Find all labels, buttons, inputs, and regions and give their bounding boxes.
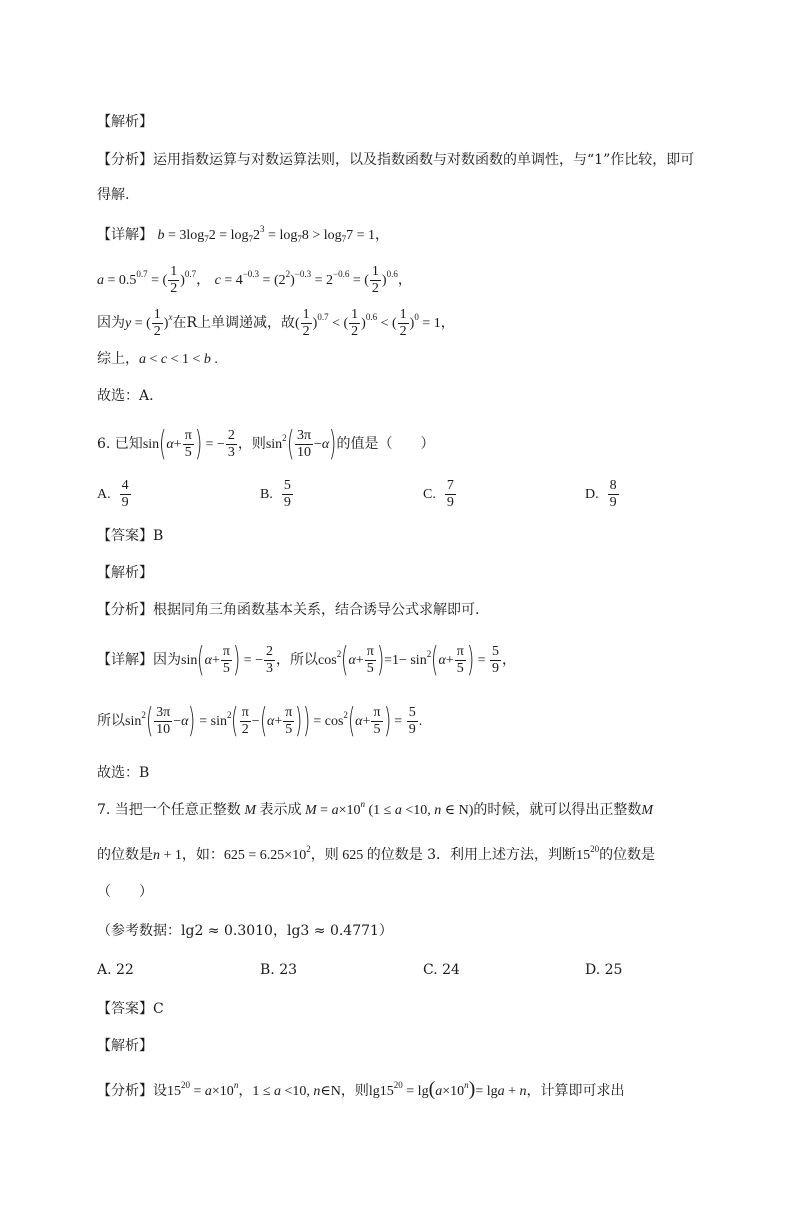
- q7-stem-line-2: 的位数是n + 1，如：$625 = 6.25\times 10^2$，则 625 的位数是 3．利用上述方法，判断$15^{20}$的位数是: [97, 844, 656, 863]
- q6-detail-1: 【详解】因为sin(α+ $\frac{\pi}{5}$ ) = − $\frac{2}{3}$ ，所以$\cos^2(\alpha+$ $\frac{\pi}{5}$ )$=1- \sin^2(\alpha+$ $\frac{\pi}{5}$ ) = $\frac{5}{9}$ ，: [97, 640, 516, 680]
- q7-option-b[interactable]: B. 23: [260, 962, 298, 978]
- prev-answer: 故选：A.: [97, 388, 154, 404]
- jiexi-heading: 【解析】: [97, 114, 153, 130]
- q6-final-answer: 故选：B: [97, 765, 150, 781]
- q6-jiexi-heading: 【解析】: [97, 565, 153, 581]
- q6-option-a[interactable]: A. $\frac{4}{9}$: [97, 478, 129, 510]
- q6-option-c[interactable]: C. $\frac{7}{9}$: [423, 478, 454, 510]
- analysis-paragraph: [97, 150, 694, 170]
- q7-reference-data: （参考数据：lg2 ≈ 0.3010，lg3 ≈ 0.4771）: [97, 923, 393, 939]
- q7-option-d[interactable]: D. 25: [585, 962, 623, 978]
- q6-detail-2: 所以$\sin^2$( $\frac{3\pi}{10}$ $-\alpha) = \sin^2$( $\frac{\pi}{2}$ −(α+ $\frac{\pi}{5}$ )) = $\cos^2(\alpha+$ $\frac{\pi}{5}$ ) = $\frac{5}{9}$ .: [97, 701, 423, 741]
- fraction-half: $\frac{1}{2}$: [170, 263, 178, 296]
- analysis-text: 运用指数运算与对数运算法则，以及指数函数与对数函数的单调性，与“1”作比较，即可: [153, 152, 695, 168]
- q7-option-a[interactable]: A. 22: [97, 962, 134, 978]
- q6-option-b[interactable]: B. $\frac{5}{9}$: [260, 478, 291, 510]
- formula-b: b: [157, 228, 165, 243]
- q7-stem-line-1: 7. 当把一个任意正整数 M 表示成 $M = a\times 10^n$ (1 ≤ a <10, n ∈ N)的时候，就可以得出正整数M: [97, 799, 654, 818]
- detail-line-2: $a = 0.5^{0.7}$ = ( $\frac{1}{2}$ )$^{0.7}$， $c = 4^{-0.3} = (2^2)^{-0.3} = 2^{-0.6}$ = ( $\frac{1}{2}$ )$^{0.6}$，: [97, 263, 412, 296]
- analysis-continuation: 得解.: [97, 187, 130, 203]
- q7-answer-heading: 【答案】C: [97, 1001, 164, 1017]
- q6-stem: 6. 已知sin(α+ $\frac{\pi}{5}$ ) = − $\frac{2}{3}$ ，则$\sin^2$( $\frac{3\pi}{10}$ −α)的值是（ ）: [97, 424, 435, 464]
- q7-jiexi-heading: 【解析】: [97, 1038, 153, 1054]
- detail-label: 【详解】: [97, 227, 153, 243]
- analysis-label: 【分析】: [97, 152, 153, 168]
- detail-line-4: 综上，a < c < 1 < b .: [97, 351, 218, 367]
- detail-line-3: 因为y = ( $\frac{1}{2}$ )$^x$在R上单调递减，故( $\frac{1}{2}$ )$^{0.7}$ < ( $\frac{1}{2}$ )$^{0.6}$ < ( $\frac{1}{2}$ )$^0$ = 1，: [97, 306, 455, 339]
- detail-line-1: 【详解】 $b = 3\log_72 = \log_72^3 = \log_78 > \log_77 = 1$，: [97, 224, 390, 244]
- q7-stem-line-3: （ ）: [97, 884, 153, 900]
- q6-option-d[interactable]: D. $\frac{8}{9}$: [585, 478, 617, 510]
- q7-analysis: 【分析】设$15^{20} = a\times 10^n$，1 ≤ a <10, n∈N，则$\lg 15^{20} = \lg(a\times 10^n)= \lg a + n$，计算即可求出: [97, 1078, 625, 1100]
- q6-answer-heading: 【答案】B: [97, 528, 164, 544]
- q6-analysis: 【分析】根据同角三角函数基本关系，结合诱导公式求解即可.: [97, 602, 480, 618]
- q7-option-c[interactable]: C. 24: [423, 962, 460, 978]
